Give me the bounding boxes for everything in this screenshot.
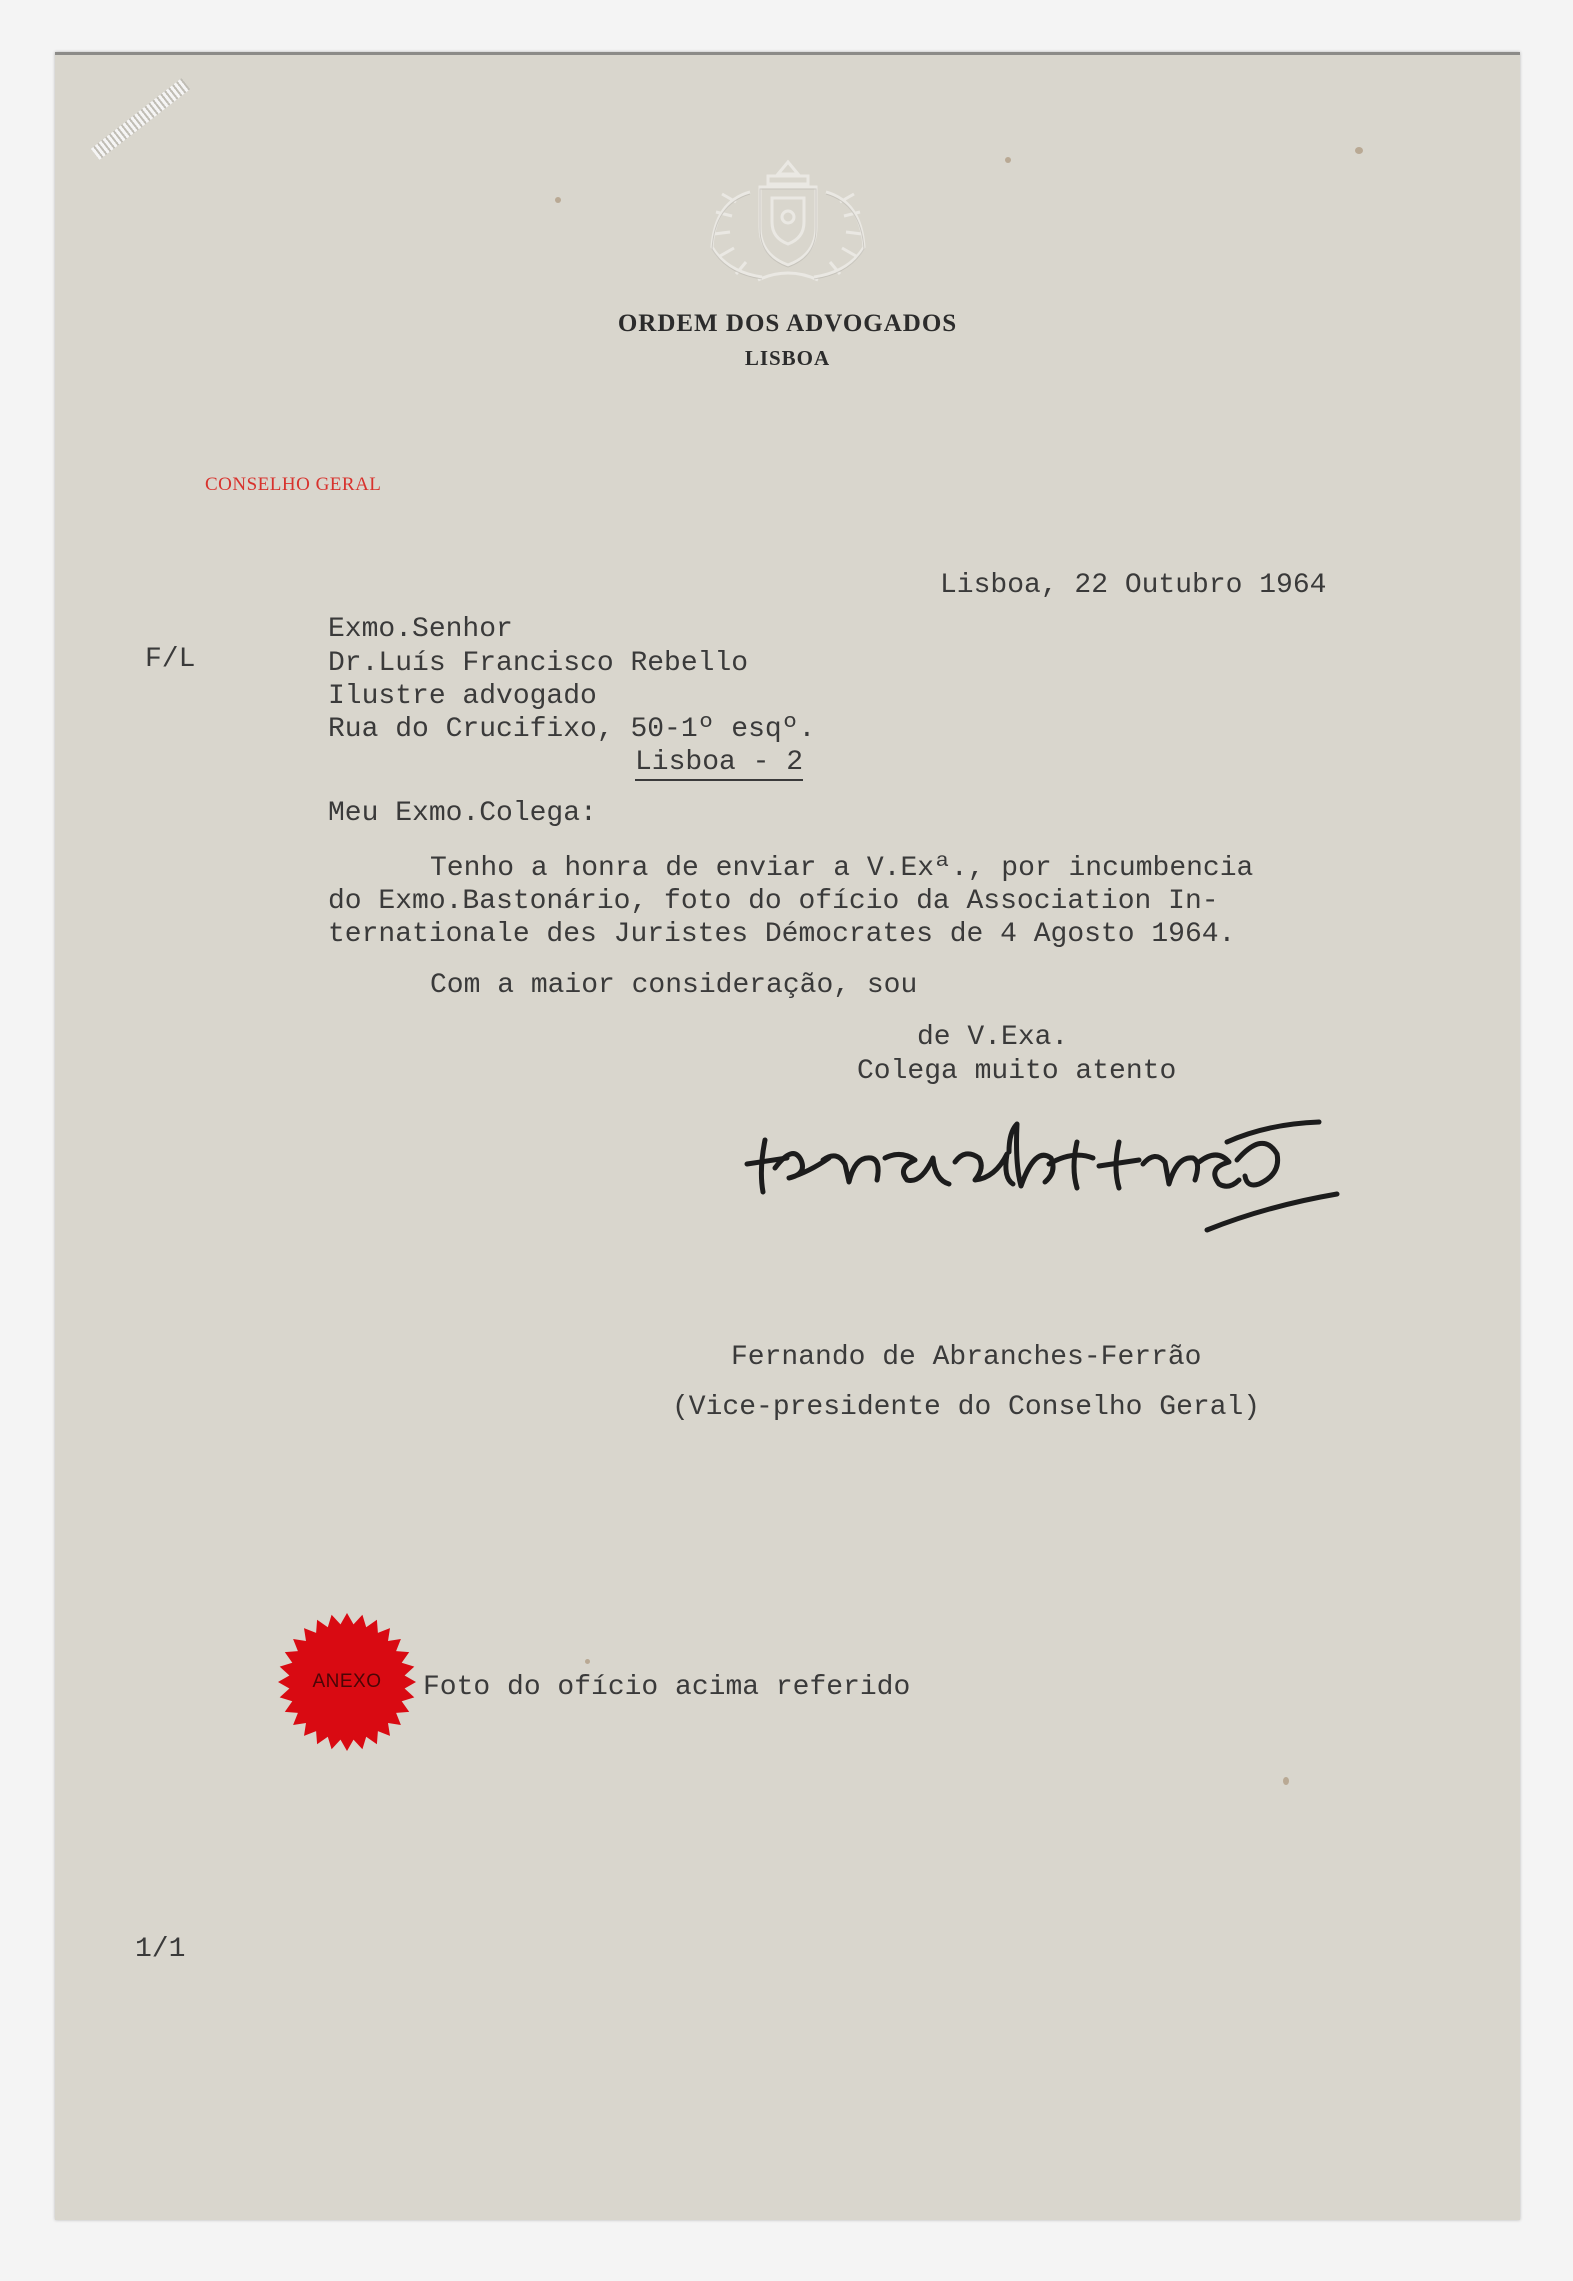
letterhead-city: LISBOA <box>744 346 831 370</box>
staple-mark <box>91 78 190 160</box>
body-line-3: ternationale des Juristes Démocrates de 4 Agosto 1964. <box>328 919 1236 950</box>
salutation: Meu Exmo.Colega: <box>328 798 597 829</box>
attachment-description: Foto do ofício acima referido <box>423 1672 911 1703</box>
body-line-2: do Exmo.Bastonário, foto do ofício da Association In- <box>328 886 1219 917</box>
closing-line-1: Com a maior consideração, sou <box>430 970 918 1001</box>
reference-code: F/L <box>145 644 196 675</box>
paper-speck <box>1005 157 1011 163</box>
embossed-crest-icon <box>688 142 888 292</box>
page-number: 1/1 <box>135 1934 186 1965</box>
closing-line-3: Colega muito atento <box>857 1056 1177 1087</box>
paper-speck <box>1355 147 1363 154</box>
letterhead-organization: ORDEM DOS ADVOGADOS <box>617 310 958 337</box>
recipient-line-1: Exmo.Senhor <box>328 614 513 645</box>
paper-speck <box>1283 1777 1289 1785</box>
body-line-1: Tenho a honra de enviar a V.Exª., por incumbencia <box>430 853 1254 884</box>
recipient-line-4: Rua do Crucifixo, 50-1º esqº. <box>328 714 816 745</box>
signatory-title: (Vice-presidente do Conselho Geral) <box>672 1392 1261 1423</box>
seal-label: ANEXO <box>312 1671 382 1692</box>
closing-line-2: de V.Exa. <box>917 1022 1069 1053</box>
paper-speck <box>585 1659 590 1664</box>
recipient-line-5: Lisboa - 2 <box>635 749 803 781</box>
paper-speck <box>555 197 561 203</box>
handwritten-signature <box>727 1102 1347 1252</box>
signatory-name: Fernando de Abranches-Ferrão <box>731 1342 1202 1373</box>
council-label: CONSELHO GERAL <box>205 474 382 495</box>
recipient-line-2: Dr.Luís Francisco Rebello <box>328 648 749 679</box>
letter-sheet <box>55 52 1520 2220</box>
recipient-line-3: Ilustre advogado <box>328 681 597 712</box>
date-line: Lisboa, 22 Outubro 1964 <box>940 570 1327 601</box>
